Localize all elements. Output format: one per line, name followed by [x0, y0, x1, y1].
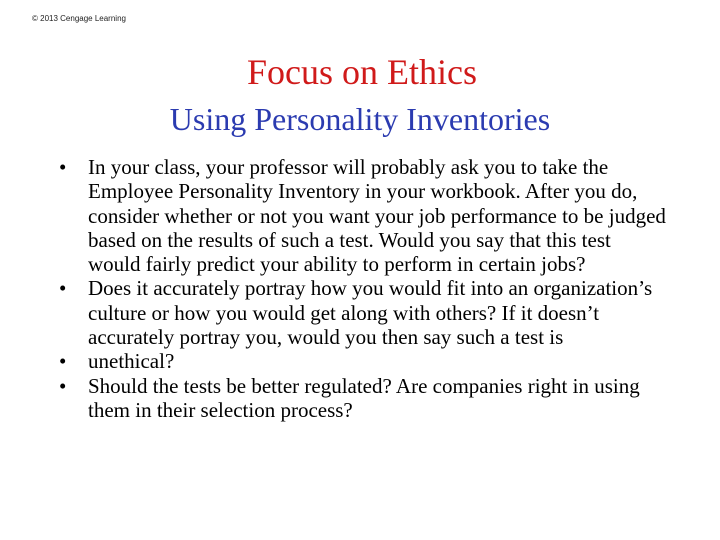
bullet-text: unethical? — [88, 349, 175, 374]
bullet-dot-icon: • — [59, 276, 67, 301]
slide-subtitle: Using Personality Inventories — [169, 101, 551, 137]
bullet-dot-icon: • — [59, 349, 67, 374]
slide-title: Focus on Ethics — [247, 52, 477, 92]
bullet-item — [56, 349, 666, 373]
bullet-text: In your class, your professor will probably ask you to take the Employee Personality Inventory in your workbook. After you do, consider whether or not you want your job performance to be judged based on the results of such a test. Would you say that this test would fairly predict your ability to perform in certain jobs? — [88, 155, 666, 277]
bullet-dot-icon: • — [59, 155, 67, 179]
bullet-item — [56, 276, 666, 349]
bullet-item — [56, 155, 666, 276]
bullet-list — [56, 155, 666, 422]
bullet-item — [56, 374, 666, 423]
bullet-text: Does it accurately portray how you would fit into an organization’s culture or how you would get along with others? If it doesn’t accurately portray you, would you then say such a test is — [88, 276, 653, 350]
bullet-dot-icon: • — [59, 373, 67, 398]
copyright-notice: © 2013 Cengage Learning — [32, 14, 126, 23]
bullet-text: Should the tests be better regulated? Are companies right in using them in their selection process? — [88, 373, 640, 422]
